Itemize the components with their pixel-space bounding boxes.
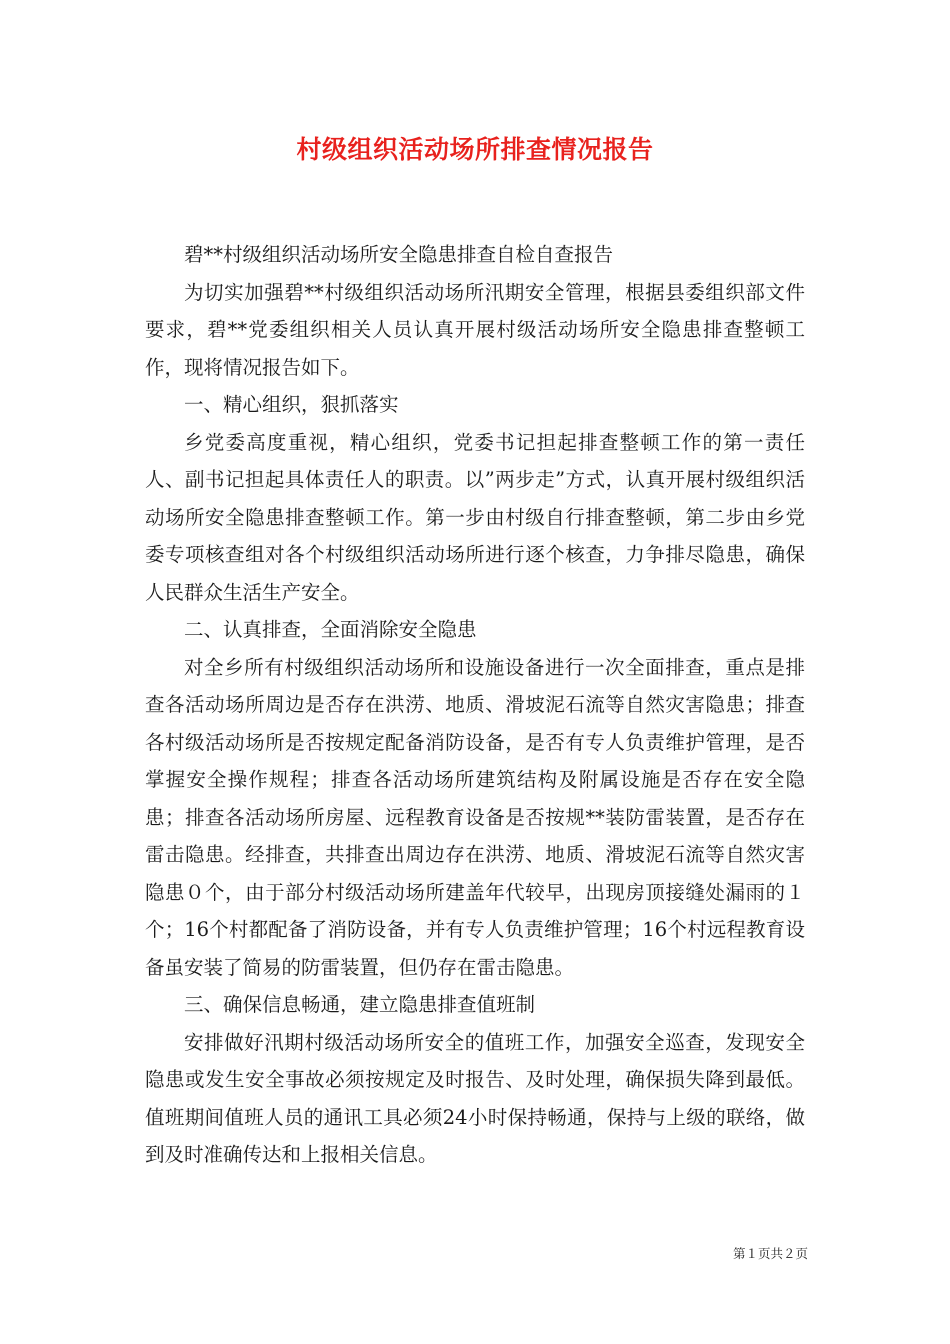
section-heading-3: 三、确保信息畅通，建立隐患排查值班制 — [184, 993, 536, 1016]
document-body — [145, 236, 805, 1174]
report-subtitle: 碧**村级组织活动场所安全隐患排查自检自查报告 — [184, 243, 614, 266]
intro-paragraph: 为切实加强碧**村级组织活动场所汛期安全管理，根据县委组织部文件要求，碧**党委组织相关人员认真开展村级活动场所安全隐患排查整顿工作，现将情况报告如下。 — [145, 280, 805, 379]
page-number: 第１页共２页 — [732, 1246, 808, 1261]
document-title: 村级组织活动场所排查情况报告 — [296, 135, 654, 164]
section-heading-1: 一、精心组织，狠抓落实 — [184, 393, 399, 416]
section-heading-2: 二、认真排查，全面消除安全隐患 — [184, 618, 477, 641]
section-paragraph-3: 安排做好汛期村级活动场所安全的值班工作，加强安全巡查，发现安全隐患或发生安全事故必须按规定及时报告、及时处理，确保损失降到最低。值班期间值班人员的通讯工具必须24小时保持畅通，保持与上级的联络，做到及时准确传达和上报相关信息。 — [145, 1030, 805, 1166]
section-paragraph-2: 对全乡所有村级组织活动场所和设施设备进行一次全面排查，重点是排查各活动场所周边是否存在洪涝、地质、滑坡泥石流等自然灾害隐患；排查各村级活动场所是否按规定配备消防设备，是否有专人负责维护管理，是否掌握安全操作规程；排查各活动场所建筑结构及附属设施是否存在安全隐患；排查各活动场所房屋、远程教育设备是否按规**装防雷装置，是否存在雷击隐患。经排查，共排查出周边存在洪涝、地质、滑坡泥石流等自然灾害隐患０个，由于部分村级活动场所建盖年代较早，出现房顶接缝处漏雨的１个；16个村都配备了消防设备，并有专人负责维护管理；16个村远程教育设备虽安装了简易的防雷装置，但仍存在雷击隐患。 — [145, 655, 805, 979]
section-paragraph-1: 乡党委高度重视，精心组织，党委书记担起排查整顿工作的第一责任人、副书记担起具体责任人的职责。以”两步走”方式，认真开展村级组织活动场所安全隐患排查整顿工作。第一步由村级自行排查整顿，第二步由乡党委专项核查组对各个村级组织活动场所进行逐个核查，力争排尽隐患，确保人民群众生活生产安全。 — [145, 430, 805, 604]
